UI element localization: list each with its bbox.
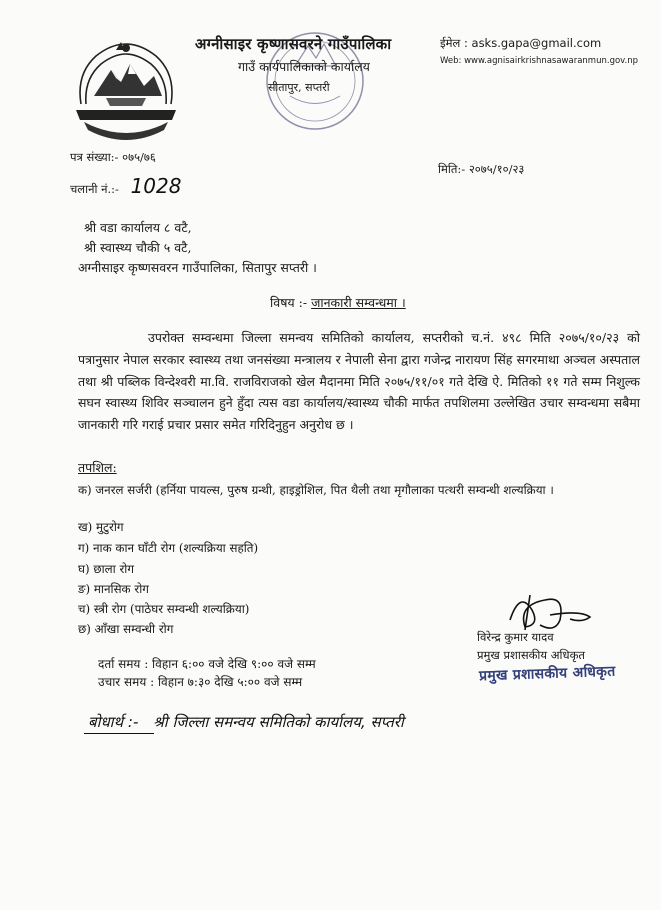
web-label: Web:: [440, 56, 462, 66]
details-item: ङ) मानसिक रोग: [78, 582, 149, 596]
details-item: ग) नाक कान घाँटी रोग (शल्यक्रिया सहति): [78, 541, 259, 555]
nepal-emblem-icon: [66, 34, 186, 146]
details-item: छ) आँखा सम्वन्धी रोग: [78, 622, 174, 636]
recipient-line: अग्नीसाइर कृष्णसवरन गाउँपालिका, सिताप‌ुर सप्तरी ।: [78, 260, 317, 275]
cc-value: श्री जिल्ला समन्वय समितिको कार्यालय, सप्तरी: [153, 713, 404, 731]
reference-label: पत्र संख्या:-: [70, 150, 119, 164]
dispatch-value: 1028: [130, 174, 182, 198]
registration-time: दर्ता समय : विहान ६:०० वजे देखि ९:०० वजे सम्म: [98, 657, 316, 671]
cc-line: [88, 712, 404, 732]
email-line: [440, 36, 601, 51]
signatory-stamp: प्रमुख प्रशासकीय अधिकृत: [478, 663, 616, 685]
treatment-time: उचार समय : विहान ७:३० देखि ५:०० वजे सम्म: [98, 675, 303, 689]
recipient-line: श्री स्वास्थ्य चौकी ५ वटै,: [84, 240, 192, 255]
dispatch-number: [70, 174, 181, 198]
office-place: सीतापुर, सप्तरी: [268, 81, 330, 94]
details-item: च) स्त्री रोग (पाठेघर सम्वन्धी शल्यक्रिया): [78, 602, 250, 616]
subject-label: विषय :-: [270, 295, 308, 310]
signatory-title: प्रमुख प्रशासकीय अधिकृत: [477, 648, 585, 662]
subject-value: जानकारी सम्वन्धमा ।: [311, 295, 406, 310]
cc-underline: [84, 733, 154, 734]
details-heading: तपशिल:: [78, 460, 117, 475]
reference-value: ०७५/७६: [122, 150, 156, 164]
date-value: २०७५/१०/२३: [468, 162, 525, 176]
email-label: ईमेल :: [440, 36, 468, 50]
office-subtitle: गाउँ कार्यपालिकाको कार्यालय: [238, 59, 370, 74]
signatory-name: विरेन्द्र कुमार यादव: [477, 630, 554, 644]
letter-date: [438, 162, 524, 177]
web-line: [440, 56, 638, 66]
email-value: asks.gapa@gmail.com: [471, 36, 602, 50]
office-name: अग्नीसाइर कृष्णासवरने गाउँपालिका: [195, 35, 392, 53]
web-value: www.agnisairkrishnasawaranmun.gov.np: [464, 56, 639, 66]
reference-number: [70, 150, 156, 165]
cc-label: बोधार्थ :-: [88, 713, 139, 731]
dispatch-label: चलानी नं.:-: [70, 182, 119, 196]
body-paragraph: उपरोक्त सम्वन्धमा जिल्ला समन्वय समितिको कार्यालय, सप्तरीको च.नं. ४९८ मिति २०७५/१०/२३ को पत्रानुसार नेपाल सरकार स्वास्थ्य तथा जनसंख्या मन्त्रालय र नेपाली सेना द्वारा गजेन्द्र नारायण सिंह सगरमाथा अञ्चल अस्पताल तथा श्री पब्लिक विन्देश्वरी मा.वि. राजविराजको खेल मैदानमा मिति २०७५/११/०१ गते देखि ऐ. मितिको ११ गते सम्म निशुल्क सघन स्वास्थ्य शिविर सञ्चालन हुने हुँदा त्यस वडा कार्यालय/स्वास्थ्य चौकी मार्फत तपशिलमा उल्लेखित उचार सम्वन्धमा सबैमा जानकारी गरि गराई प्रचार प्रसार समेत गरिदिनुहुन अनुरोध छ ।: [78, 330, 640, 433]
details-item: घ) छाला रोग: [78, 562, 134, 576]
recipient-line: श्री वडा कार्यालय ८ वटै,: [84, 220, 192, 235]
date-label: मिति:-: [438, 162, 466, 176]
details-item: क) जनरल सर्जरी (हर्निया पायल्स, पुरुष ग्रन्थी, हाइड्रोशिल, पित थैली तथा मृगौलाका पत्थरी सम्वन्धी शल्यक्रिया ।: [78, 483, 554, 497]
details-item: ख) मुटुरोग: [78, 520, 124, 534]
subject-line: [270, 294, 406, 311]
